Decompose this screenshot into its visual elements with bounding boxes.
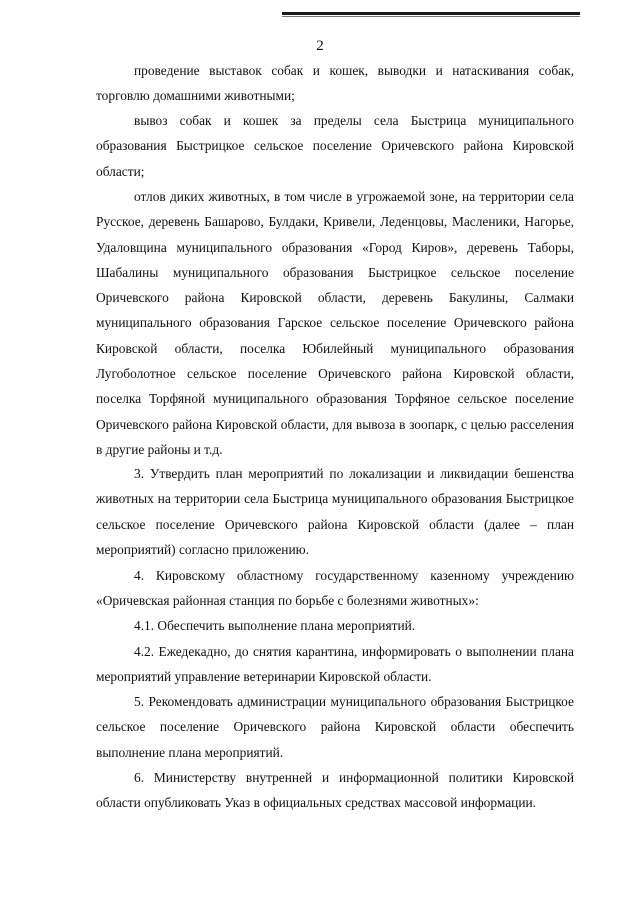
paragraph-item-5: 5. Рекомендовать администрации муниципального образования Быстрицкое сельское поселение Оричевского района Кировской области обеспечить выполнение плана мероприятий.	[96, 694, 574, 760]
paragraph-item-4: 4. Кировскому областному государственному казенному учреждению «Оричевская районная станция по борьбе с болезнями животных»:	[96, 568, 574, 609]
page-number: 2	[316, 38, 324, 54]
paragraph-item-3: 3. Утвердить план мероприятий по локализации и ликвидации бешенства животных на территории села Быстрица муниципального образования Быстрицкое сельское поселение Оричевского района Кировской области (далее – план мероприятий) согласно приложению.	[96, 466, 574, 557]
paragraph-item-4-1: 4.1. Обеспечить выполнение плана мероприятий.	[134, 618, 416, 633]
header-rule-thin	[282, 16, 580, 17]
header-rule	[282, 12, 580, 15]
paragraph-wild-animals: отлов диких животных, в том числе в угрожаемой зоне, на территории села Русское, деревень Башарово, Булдаки, Кривели, Леденцовы, Масленики, Нагорье, Удаловщина муниципального образования «Город Киров», деревень Таборы, Шабалины муниципального образования Быстрицкое сельское поселение Оричевского района Кировской области, деревень Бакулины, Салмаки муниципального образования Гарское сельское поселение Оричевского района Кировской области, поселка Юбилейный муниципального образования Лугоболотное сельское поселение Оричевского района Кировской области, поселка Торфяной муниципального образования Торфяное сельское поселение Оричевского района Кировской области, для вывоза в зоопарк, с целью расселения в другие районы и т.д.	[96, 189, 574, 457]
paragraph-item-4-2: 4.2. Ежедекадно, до снятия карантина, информировать о выполнении плана мероприятий управление ветеринарии Кировской области.	[96, 644, 574, 685]
paragraph-item-6: 6. Министерству внутренней и информационной политики Кировской области опубликовать Указ в официальных средствах массовой информации.	[96, 770, 574, 811]
paragraph-exhibitions: проведение выставок собак и кошек, выводки и натаскивания собак, торговлю домашними животными;	[96, 63, 574, 104]
paragraph-export-animals: вывоз собак и кошек за пределы села Быстрица муниципального образования Быстрицкое сельское поселение Оричевского района Кировской области;	[96, 113, 574, 179]
